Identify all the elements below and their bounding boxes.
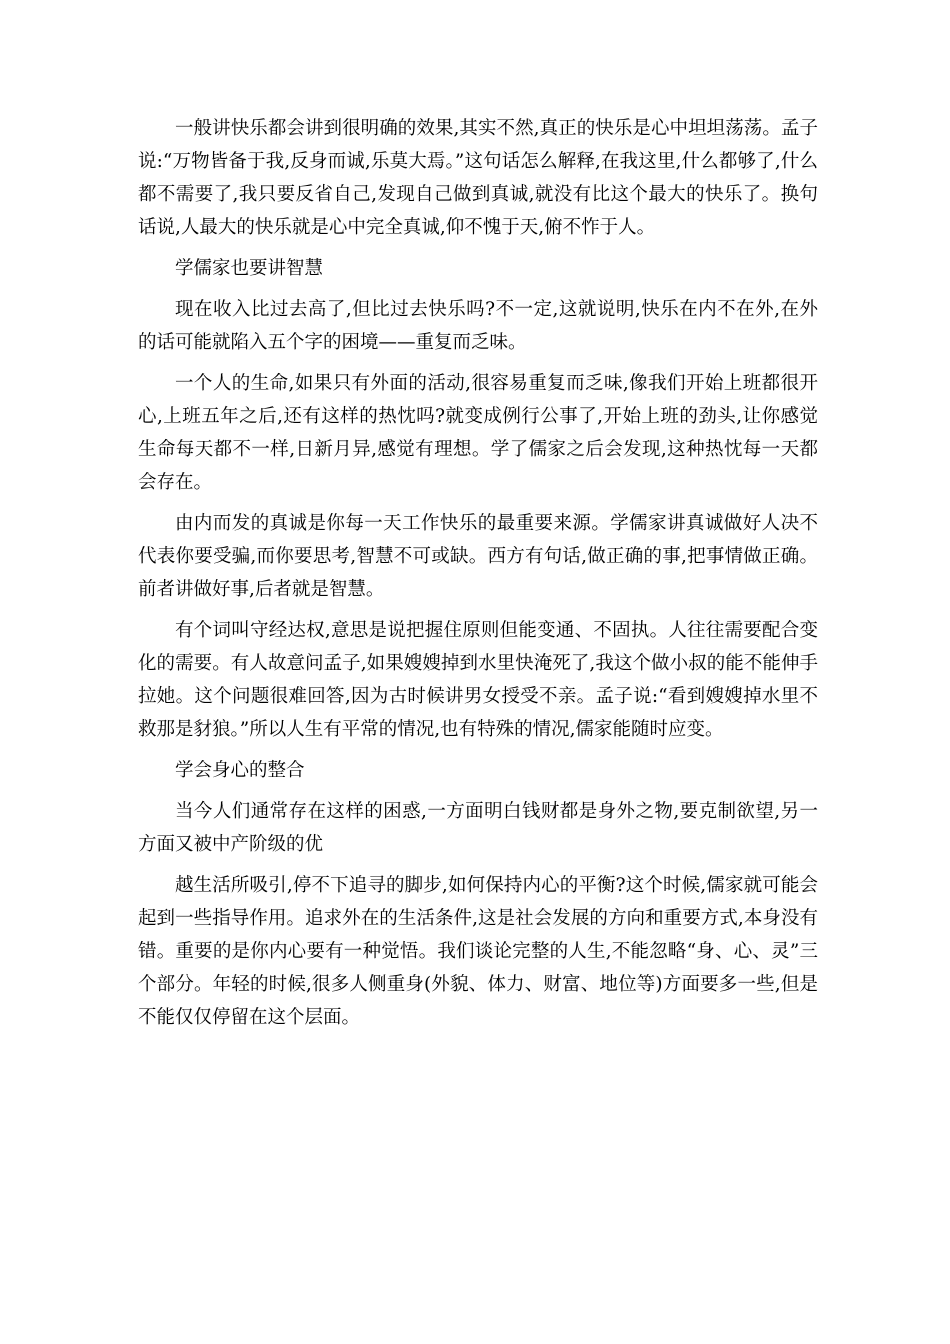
paragraph-sincerity-wisdom: 由内而发的真诚是你每一天工作快乐的最重要来源。学儒家讲真诚做好人决不代表你要受骗,而你要思考,智慧不可或缺。西方有句话,做正确的事,把事情做正确。前者讲做好事,后者就是智慧。: [138, 513, 818, 600]
paragraph-principle-flexibility: 有个词叫守经达权,意思是说把握住原则但能变通、不固执。人往往需要配合变化的需要。有人故意问孟子,如果嫂嫂掉到水里快淹死了,我这个做小叔的能不能伸手拉她。这个问题很难回答,因为古时候讲男女授受不亲。孟子说:“看到嫂嫂掉水里不救那是豺狼。”所以人生有平常的情况,也有特殊的情况,儒家能随时应变。: [138, 620, 818, 740]
paragraph-inner-balance: 越生活所吸引,停不下追寻的脚步,如何保持内心的平衡?这个时候,儒家就可能会起到一些指导作用。追求外在的生活条件,这是社会发展的方向和重要方式,本身没有错。重要的是你内心要有一种觉悟。我们谈论完整的人生,不能忽略“身、心、灵”三个部分。年轻的时候,很多人侧重身(外貌、体力、财富、地位等)方面要多一些,但是不能仅仅停留在这个层面。: [138, 875, 818, 1028]
paragraph-life-enthusiasm: 一个人的生命,如果只有外面的活动,很容易重复而乏味,像我们开始上班都很开心,上班五年之后,还有这样的热忱吗?就变成例行公事了,开始上班的劲头,让你感觉生命每天都不一样,日新月异,感觉有理想。学了儒家之后会发现,这种热忱每一天都会存在。: [138, 373, 818, 493]
paragraph-modern-confusion: 当今人们通常存在这样的困惑,一方面明白钱财都是身外之物,要克制欲望,另一方面又被中产阶级的优: [138, 801, 818, 855]
paragraph-income-happiness: 现在收入比过去高了,但比过去快乐吗?不一定,这就说明,快乐在内不在外,在外的话可能就陷入五个字的困境——重复而乏味。: [138, 299, 818, 353]
document-body: [138, 112, 818, 1042]
paragraph-happiness-sincerity: 一般讲快乐都会讲到很明确的效果,其实不然,真正的快乐是心中坦坦荡荡。孟子说:“万物皆备于我,反身而诚,乐莫大焉。”这句话怎么解释,在我这里,什么都够了,什么都不需要了,我只要反省自己,发现自己做到真诚,就没有比这个最大的快乐了。换句话说,人最大的快乐就是心中完全真诚,仰不愧于天,俯不怍于人。: [138, 118, 818, 238]
section-heading-wisdom: 学儒家也要讲智慧: [175, 258, 324, 279]
section-heading-body-mind: 学会身心的整合: [175, 760, 305, 781]
